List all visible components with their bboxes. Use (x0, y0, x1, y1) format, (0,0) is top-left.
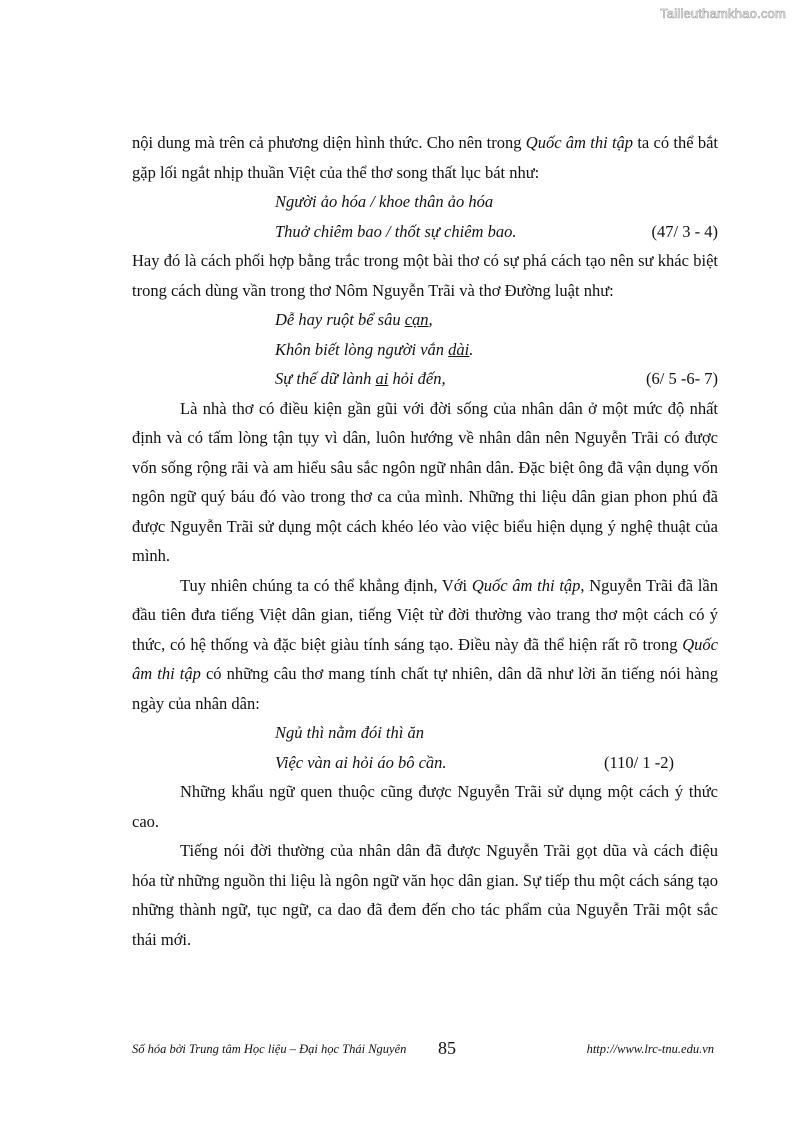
footer-url: http://www.lrc-tnu.edu.vn (586, 1042, 714, 1056)
poem-line (275, 718, 718, 748)
text-run: ta có thể bắt gặp lối ngắt nhịp thuần Việt của thể thơ song thất lục bát như: (132, 133, 719, 182)
poem-line-text (275, 305, 433, 335)
poem-citation: (110/ 1 -2) (604, 752, 674, 772)
poem-line (275, 364, 718, 394)
footer-credit: Số hóa bởi Trung tâm Học liệu – Đại học Thái Nguyên (132, 1042, 407, 1056)
poem-line-text: Thuở chiêm bao / thốt sự chiêm bao. (275, 221, 517, 241)
watermark-text: Tailieuthamkhao.com (660, 6, 786, 21)
book-title: Quốc âm thi tập (132, 634, 718, 683)
page-footer (132, 1040, 718, 1064)
poem-line-text: Ngủ thì nằm đói thì ăn (275, 723, 424, 742)
page-number: 85 (438, 1038, 456, 1058)
poem-line (275, 305, 718, 335)
rhyme-word: cạn (404, 310, 429, 329)
text-run: Tuy nhiên chúng ta có thể khẳng định, Với (180, 575, 472, 595)
poem-citation: (6/ 5 -6- 7) (646, 369, 718, 388)
text-run: Khôn biết lòng người vắn (275, 339, 449, 359)
text-run: Dễ hay ruột bể sâu (275, 310, 405, 329)
paragraph-6: Tiếng nói đời thường của nhân dân đã được Nguyễn Trãi gọt dũa và cách điệu hóa từ những nguồn thi liệu là ngôn ngữ văn học dân gian. Sự tiếp thu một cách sáng tạo những thành ngữ, tục ngữ, ca dao đã đem đến cho tác phẩm của Nguyễn Trãi một sắc thái mới. (132, 841, 718, 949)
poem-line (275, 217, 718, 247)
text-run: . (469, 339, 474, 359)
document-body (132, 128, 718, 954)
paragraph-1 (132, 128, 718, 187)
paragraph-3: Là nhà thơ có điều kiện gần gũi với đời sống của nhân dân ở một mức độ nhất định và có tấm lòng tận tụy vì dân, luôn hướng về nhân dân nên Nguyễn Trãi có được vốn sống rộng rãi và am hiểu sâu sắc ngôn ngữ nhân dân. Đặc biệt ông đã vận dụng vốn ngôn ngữ quý báu đó vào trong thơ ca của mình. Những thi liệu dân gian phon phú đã được Nguyễn Trãi sử dụng một cách khéo léo vào việc biểu hiện dụng ý nghệ thuật của mình. (132, 398, 718, 565)
poem-quote-1 (132, 187, 718, 246)
book-title: Quốc âm thi tập (471, 575, 581, 595)
rhyme-word: dài (448, 339, 470, 359)
text-run: nội dung mà trên cả phương diện hình thức. Cho nên trong (132, 133, 526, 152)
text-run: Sự thế dữ lành (275, 369, 376, 388)
rhyme-word: ai (375, 369, 389, 388)
poem-line-text: Việc vàn ai hỏi áo bô cần. (275, 752, 447, 772)
text-run: hỏi đến, (388, 369, 446, 388)
poem-line-text: Người ảo hóa / khoe thân ảo hóa (275, 192, 494, 211)
text-run: , Nguyễn Trãi đã lần đầu tiên đưa tiếng Việt dân gian, tiếng Việt từ đời thường vào trang thơ một cách có ý thức, có hệ thống và đặc biệt giàu tính sáng tạo. Điều này đã thể hiện rất rõ trong (132, 575, 718, 654)
poem-line (275, 187, 718, 217)
poem-line-text (275, 364, 446, 394)
poem-quote-3 (132, 718, 718, 777)
poem-line (275, 335, 718, 365)
paragraph-4 (132, 571, 718, 719)
poem-quote-2 (132, 305, 718, 394)
text-run: có những câu thơ mang tính chất tự nhiên, dân dã như lời ăn tiếng nói hàng ngày của nhân dân: (132, 664, 718, 713)
book-title: Quốc âm thi tập (525, 133, 634, 152)
paragraph-2: Hay đó là cách phối hợp bằng trắc trong một bài thơ có sự phá cách tạo nên sư khác biệt trong cách dùng vần trong thơ Nôm Nguyễn Trãi và thơ Đường luật như: (132, 251, 718, 300)
poem-line-text (275, 335, 473, 365)
poem-line (275, 748, 718, 778)
paragraph-5: Những khẩu ngữ quen thuộc cũng được Nguyễn Trãi sử dụng một cách ý thức cao. (132, 782, 718, 831)
poem-citation: (47/ 3 - 4) (651, 221, 718, 241)
text-run: , (428, 310, 433, 329)
